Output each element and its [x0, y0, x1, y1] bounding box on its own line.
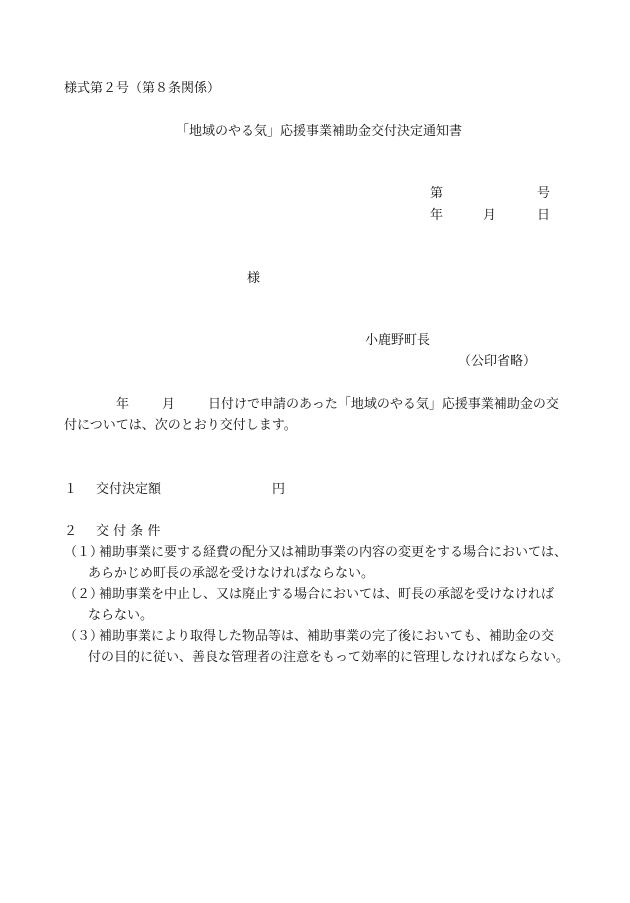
number-go: 号 — [537, 186, 551, 201]
condition-2-line-1: 補助事業を中止し、又は廃止する場合においては、町長の承認を受けなければ — [99, 587, 555, 602]
date-tsuki: 月 — [483, 208, 497, 223]
form-label: 様式第２号（第８条関係） — [64, 81, 221, 96]
section-2-number: ２ — [64, 524, 78, 539]
condition-3-line-1: 補助事業により取得した物品等は、補助事業の完了後においても、補助金の交 — [99, 629, 555, 644]
section-1-number: １ — [64, 482, 78, 497]
date-nen: 年 — [430, 208, 444, 223]
body-date-nen: 年 — [116, 397, 130, 412]
seal-omitted-note: （公印省略） — [458, 354, 537, 369]
condition-2-marker: （２） — [64, 587, 104, 602]
body-line-2: 付については、次のとおり交付します。 — [64, 418, 297, 433]
body-date-tsuki: 月 — [162, 397, 176, 412]
condition-1-marker: （１） — [64, 545, 104, 560]
body-line-1: 日付けで申請のあった「地域のやる気」応援事業補助金の交 — [208, 397, 559, 412]
amount-unit: 円 — [272, 482, 286, 497]
condition-2-line-2: ならない。 — [88, 608, 154, 623]
condition-1-line-1: 補助事業に要する経費の配分又は補助事業の内容の変更をする場合においては、 — [99, 545, 568, 560]
addressee-honorific: 様 — [247, 271, 261, 286]
number-dai: 第 — [430, 186, 444, 201]
condition-1-line-2: あらかじめ町長の承認を受けなければならない。 — [88, 566, 375, 581]
issuer-name: 小鹿野町長 — [365, 333, 431, 348]
date-hi: 日 — [537, 208, 551, 223]
document-title: 「地域のやる気」応援事業補助金交付決定通知書 — [176, 124, 463, 139]
amount-label: 交付決定額 — [96, 482, 162, 497]
condition-3-marker: （３） — [64, 629, 104, 644]
conditions-heading: 交 付 条 件 — [96, 524, 161, 539]
condition-3-line-2: 付の目的に従い、善良な管理者の注意をもって効率的に管理しなければならない。 — [88, 650, 570, 665]
